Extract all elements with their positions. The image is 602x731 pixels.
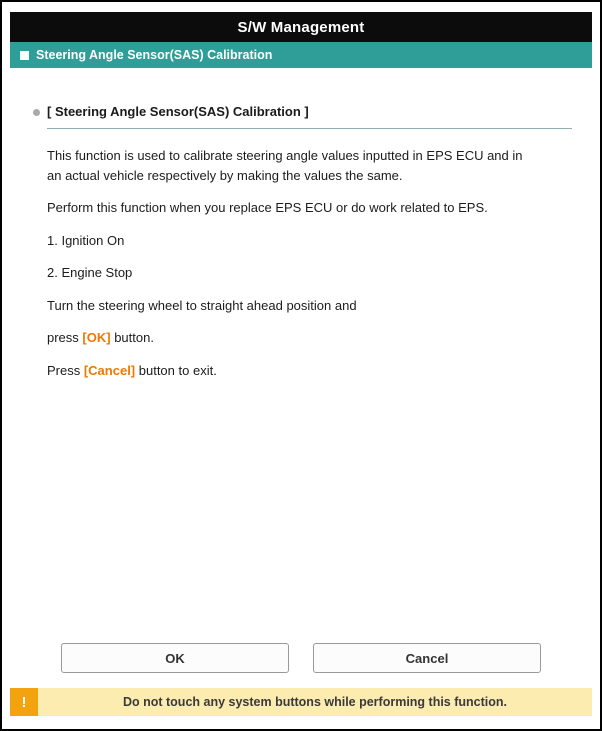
subheader-label: Steering Angle Sensor(SAS) Calibration [36, 48, 273, 62]
ok-instruction [47, 328, 535, 348]
ok-button[interactable]: OK [61, 643, 289, 673]
warning-exclamation-icon: ! [10, 688, 38, 716]
section-title: [ Steering Angle Sensor(SAS) Calibration ] [47, 104, 309, 119]
subheader-bar [10, 42, 592, 68]
section-header [47, 104, 572, 129]
ok-instruction-suffix: button. [110, 330, 154, 345]
cancel-button[interactable]: Cancel [313, 643, 541, 673]
ok-highlight: [OK] [82, 330, 111, 345]
title-bar [10, 12, 592, 42]
button-row [10, 643, 592, 673]
cancel-highlight: [Cancel] [83, 362, 136, 378]
warning-text: Do not touch any system buttons while performing this function. [122, 695, 508, 709]
warning-bar [10, 688, 592, 716]
description-paragraph: This function is used to calibrate steering angle values inputted in EPS ECU and in an actual vehicle respectively by making the values the same. [47, 148, 523, 183]
cancel-instruction-prefix: Press [47, 362, 84, 378]
instruction-panel [47, 104, 572, 380]
condition-paragraph: Perform this function when you replace EPS ECU or do work related to EPS. [47, 200, 488, 215]
cancel-instruction-suffix: button to exit. [135, 362, 217, 378]
step-1: 1. Ignition On [47, 232, 125, 248]
square-bullet-icon [20, 51, 29, 60]
ok-instruction-prefix: press [47, 330, 83, 345]
step-2: 2. Engine Stop [47, 265, 133, 280]
bullet-icon [33, 109, 40, 116]
page-title: S/W Management [237, 18, 365, 36]
steering-instruction: Turn the steering wheel to straight ahead position and [47, 297, 357, 313]
cancel-instruction [47, 361, 535, 381]
